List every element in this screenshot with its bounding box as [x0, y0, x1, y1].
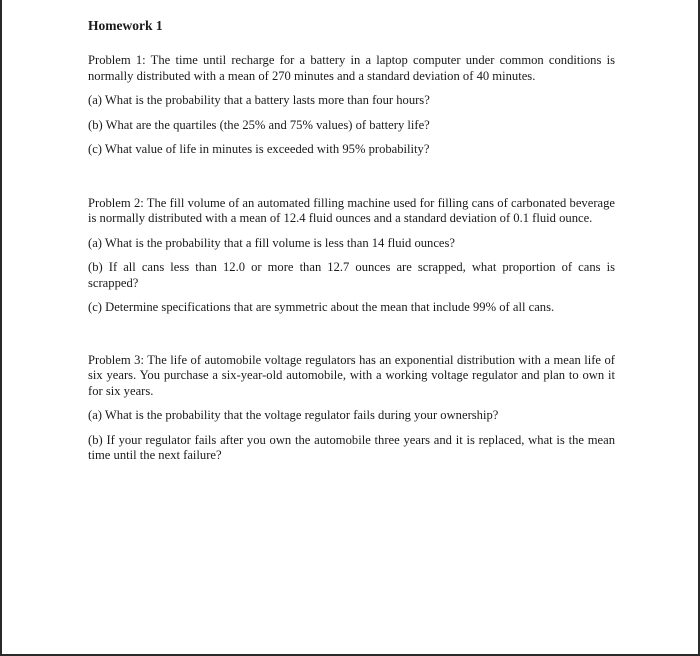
- problem-3-statement: Problem 3: The life of automobile voltage regulators has an exponential distribution with a mean life of six years. You purchase a six-year-old automobile, with a working voltage regulator and plan to own it for six years.: [88, 352, 615, 398]
- problem-1: [88, 53, 615, 158]
- problem-1-question-a: (a) What is the probability that a battery lasts more than four hours?: [88, 93, 430, 107]
- problem-3: [88, 353, 615, 464]
- problem-3-question-b: (b) If your regulator fails after you own the automobile three years and it is replaced, what is the mean time until the next failure?: [88, 432, 615, 462]
- problem-1-statement: Problem 1: The time until recharge for a battery in a laptop computer under common conditions is normally distributed with a mean of 270 minutes and a standard deviation of 40 minutes.: [88, 53, 615, 83]
- left-border: [0, 0, 2, 656]
- problem-2-question-c: (c) Determine specifications that are symmetric about the mean that include 99% of all cans.: [88, 300, 555, 314]
- document-page: [88, 18, 615, 464]
- problem-2-question-a: (a) What is the probability that a fill volume is less than 14 fluid ounces?: [88, 235, 456, 250]
- document-title: Homework 1: [88, 18, 163, 33]
- problem-1-question-c: (c) What value of life in minutes is exceeded with 95% probability?: [88, 142, 430, 156]
- problem-3-question-a: (a) What is the probability that the voltage regulator fails during your ownership?: [88, 408, 499, 422]
- problem-2-question-b: (b) If all cans less than 12.0 or more than 12.7 ounces are scrapped, what proportion of cans is scrapped?: [88, 260, 615, 290]
- problem-2: [88, 196, 615, 316]
- problem-1-question-b: (b) What are the quartiles (the 25% and 75% values) of battery life?: [88, 117, 430, 132]
- problem-2-statement: Problem 2: The fill volume of an automated filling machine used for filling cans of carbonated beverage is normally distributed with a mean of 12.4 fluid ounces and a standard deviation of 0.1 fluid ounce.: [88, 195, 615, 225]
